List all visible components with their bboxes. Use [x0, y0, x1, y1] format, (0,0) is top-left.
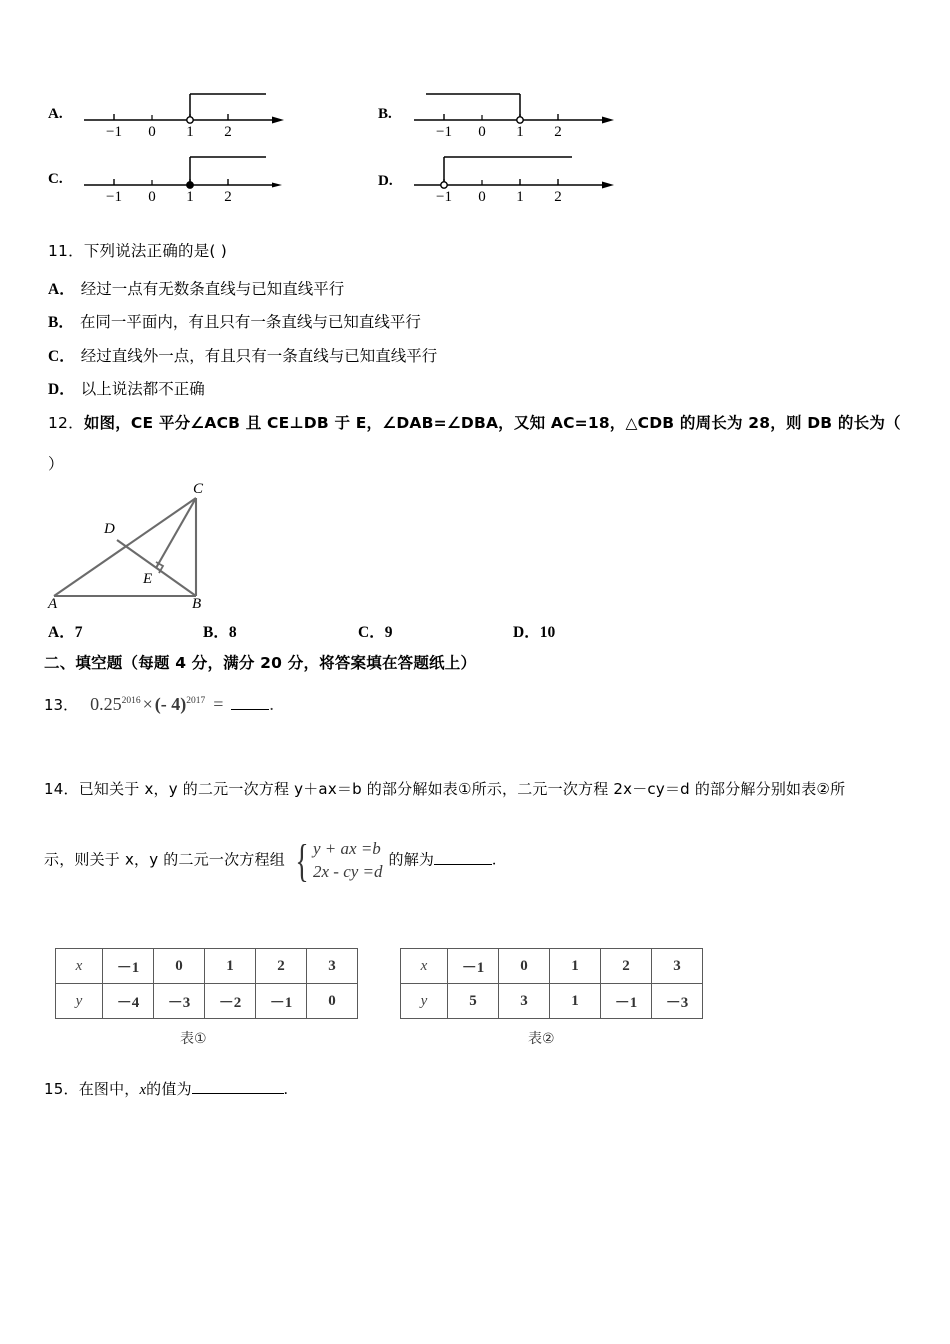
question-13-answer-blank[interactable]	[231, 696, 269, 710]
q13-base2: (- 4)	[154, 694, 187, 714]
question-11-option-c[interactable]	[48, 345, 437, 368]
question-14-line2-prefix: 示，则关于 x，y 的二元一次方程组	[44, 850, 285, 869]
table-row	[56, 984, 358, 1019]
svg-text:−1: −1	[436, 189, 452, 205]
svg-text:2: 2	[224, 189, 232, 205]
svg-text:1: 1	[516, 124, 524, 140]
table-2-cell: －1	[448, 949, 499, 984]
table-1-caption: 表①	[180, 1031, 207, 1047]
table-2-cell: 1	[550, 949, 601, 984]
option-letter: B．	[48, 314, 74, 331]
svg-text:1: 1	[516, 189, 524, 205]
question-14-period: .	[492, 851, 497, 869]
question-15-number: 15．	[44, 1080, 79, 1098]
question-12-choice-c[interactable]: C．9	[358, 624, 393, 641]
svg-text:0: 0	[148, 189, 156, 205]
question-14-line2	[44, 834, 934, 886]
question-12-stem-line2: ）	[48, 455, 64, 474]
triangle-figure-svg	[44, 478, 274, 608]
q13-times: ×	[142, 694, 153, 714]
table-row	[401, 984, 703, 1019]
section-2-heading: 二、填空题（每题 4 分，满分 20 分，将答案填在答题纸上）	[44, 654, 477, 672]
table-2-cell: －3	[652, 984, 703, 1019]
option-letter: C．	[48, 348, 75, 365]
table-1-cell: －3	[154, 984, 205, 1019]
table-1-cell: －1	[103, 949, 154, 984]
label-D: D	[104, 521, 115, 537]
table-row	[401, 949, 703, 984]
q13-exp1: 2016	[121, 696, 141, 706]
question-11-option-a[interactable]	[48, 278, 344, 301]
table-2-row-head: x	[401, 949, 448, 984]
question-12-number: 12．	[48, 414, 84, 432]
equation-system-rows	[313, 838, 383, 884]
numberline-graph-c	[76, 143, 296, 205]
option-text: 以上说法都不正确	[80, 380, 205, 398]
table-1-cell: 2	[256, 949, 307, 984]
question-14-number: 14．	[44, 780, 79, 798]
q13-exp2: 2017	[186, 696, 206, 706]
table-1-cell: 1	[205, 949, 256, 984]
question-15-variable: x	[139, 1082, 147, 1098]
table-2-caption: 表②	[528, 1031, 555, 1047]
option-text: 经过直线外一点，有且只有一条直线与已知直线平行	[80, 347, 438, 365]
question-14-line2-suffix: 的解为	[388, 850, 435, 869]
question-13-number: 13．	[44, 696, 79, 714]
table-1-row-head: y	[56, 984, 103, 1019]
question-11-stem: 11．下列说法正确的是( )	[48, 242, 228, 260]
q13-period: .	[269, 694, 274, 714]
svg-text:−1: −1	[436, 124, 452, 140]
label-B: B	[192, 596, 202, 608]
svg-text:0: 0	[478, 189, 486, 205]
table-1-cell: －1	[256, 984, 307, 1019]
question-11	[48, 240, 908, 263]
equation-system	[291, 834, 383, 886]
table-2-cell: －1	[601, 984, 652, 1019]
question-11-number: 11．	[48, 242, 84, 260]
table-2-cell: 3	[652, 949, 703, 984]
question-15-period: .	[283, 1081, 288, 1098]
question-15-text-before: 在图中，	[78, 1080, 140, 1098]
numberline-graph-b	[406, 78, 626, 140]
table-1-cell: 0	[307, 984, 358, 1019]
svg-text:2: 2	[554, 124, 562, 140]
numberline-graph-d	[406, 143, 626, 205]
question-12-choices	[48, 620, 668, 642]
svg-text:0: 0	[148, 124, 156, 140]
table-2-cell: 3	[499, 984, 550, 1019]
option-letter: D．	[48, 381, 75, 398]
question-14-line1: 14．已知关于 x，y 的二元一次方程 y＋ax＝b 的部分解如表①所示，二元一次方程 2x－cy＝d 的部分解分别如表②所	[44, 780, 846, 798]
table-1	[55, 948, 358, 1019]
svg-text:0: 0	[478, 124, 486, 140]
question-13-expression	[90, 694, 274, 714]
option-text: 经过一点有无数条直线与已知直线平行	[80, 280, 345, 298]
left-brace-icon: {	[295, 834, 309, 886]
question-12-stem-line1: 12．如图，CE 平分∠ACB 且 CE⊥DB 于 E，∠DAB=∠DBA，又知 AC=18，△CDB 的周长为 28，则 DB 的长为（	[48, 414, 901, 432]
numberline-graph-a	[76, 78, 296, 140]
table-2-cell: 0	[499, 949, 550, 984]
label-E: E	[143, 571, 153, 587]
choice-letter-d: D.	[378, 173, 393, 189]
table-1-cell: 0	[154, 949, 205, 984]
q13-equals: =	[213, 694, 224, 714]
triangle-figure	[44, 478, 274, 613]
q13-base1: 0.25	[90, 694, 122, 714]
label-A: A	[48, 596, 58, 608]
numberline-choices	[0, 78, 950, 208]
question-12	[48, 412, 928, 477]
question-11-option-b[interactable]	[48, 311, 421, 334]
choice-letter-a: A.	[48, 106, 63, 122]
question-12-choice-a[interactable]: A．7	[48, 624, 83, 641]
table-1-cell: －2	[205, 984, 256, 1019]
table-2-row-head: y	[401, 984, 448, 1019]
question-11-option-d[interactable]	[48, 378, 205, 401]
question-13	[44, 694, 274, 715]
svg-text:2: 2	[554, 189, 562, 205]
table-2-cell: 2	[601, 949, 652, 984]
choice-letter-b: B.	[378, 106, 392, 122]
option-letter: A．	[48, 281, 75, 298]
label-C: C	[193, 481, 204, 497]
question-15	[44, 1078, 288, 1101]
equation-row-1: y + ax =b	[313, 839, 381, 858]
question-15-answer-blank[interactable]	[192, 1080, 284, 1094]
svg-text:1: 1	[186, 124, 194, 140]
svg-text:−1: −1	[106, 189, 122, 205]
option-text: 在同一平面内，有且只有一条直线与已知直线平行	[79, 313, 421, 331]
question-12-choice-b[interactable]: B．8	[203, 624, 237, 641]
table-2-cell: 5	[448, 984, 499, 1019]
question-15-text-after: 的值为	[146, 1080, 192, 1098]
svg-text:1: 1	[186, 189, 194, 205]
table-row	[56, 949, 358, 984]
choice-letter-c: C.	[48, 171, 63, 187]
svg-text:−1: −1	[106, 124, 122, 140]
table-2	[400, 948, 703, 1019]
table-2-cell: 1	[550, 984, 601, 1019]
question-14-answer-blank[interactable]	[434, 851, 492, 865]
question-12-choice-d[interactable]: D．10	[513, 624, 556, 641]
table-1-cell: －4	[103, 984, 154, 1019]
svg-text:2: 2	[224, 124, 232, 140]
table-1-row-head: x	[56, 949, 103, 984]
table-1-cell: 3	[307, 949, 358, 984]
equation-row-2: 2x - cy =d	[313, 861, 383, 881]
